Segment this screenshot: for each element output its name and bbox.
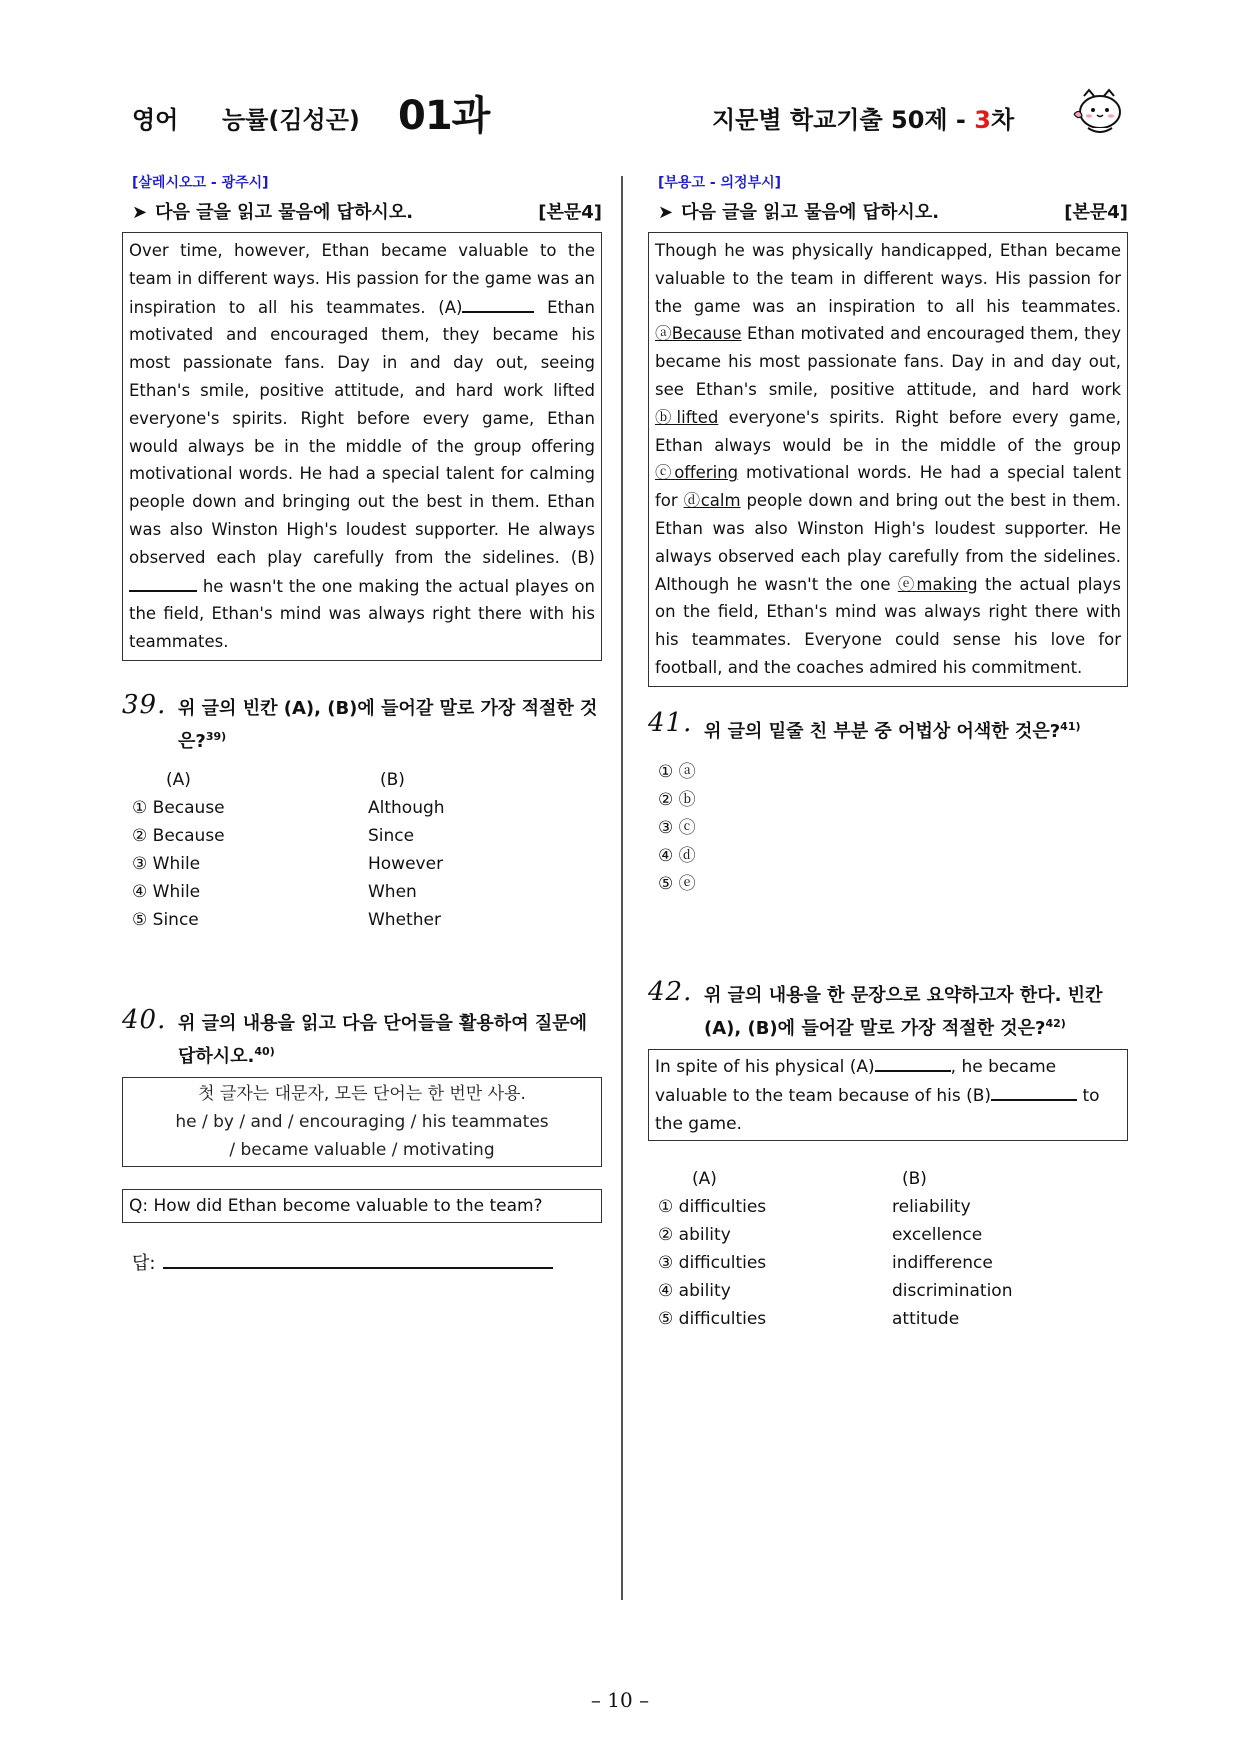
option-5[interactable]: ⑤ ⓔ bbox=[658, 873, 696, 894]
option-a-text: difficulties bbox=[678, 1252, 767, 1273]
question-number: 41. bbox=[648, 707, 693, 738]
option-4[interactable] bbox=[648, 1277, 1128, 1305]
series-prefix: 지문별 학교기출 50제 - bbox=[712, 106, 975, 134]
series-suffix: 차 bbox=[990, 106, 1015, 134]
instruction-text: 다음 글을 읽고 물음에 답하시오. bbox=[155, 202, 414, 223]
question-header bbox=[648, 976, 1128, 1043]
option-number: ① bbox=[658, 1196, 674, 1217]
answer-options bbox=[648, 1165, 1128, 1333]
summary-text: to the game. bbox=[655, 1085, 1100, 1134]
lesson-number: 01과 bbox=[398, 93, 490, 139]
page-number: – 10 – bbox=[590, 1688, 650, 1712]
option-b-text: indifference bbox=[892, 1252, 993, 1273]
answer-options bbox=[648, 758, 1128, 898]
passage-text: Over time, however, Ethan became valuable to the team in different ways. His passion for the game was an inspiration to all his teammates. (A) bbox=[129, 241, 595, 317]
passage-text: motivational words. He had a special talent for bbox=[655, 463, 1121, 511]
option-number: ⑤ bbox=[132, 909, 148, 930]
passage-text: Ethan motivated and encouraged them, they became his most passionate fans. Day in and day out, seeing Ethan's smile, positive attitude, and hard work lifted everyone's spirits. Right before every game, Ethan would always be in the middle of the group offering motivational words. He had a special talent for calming people down and bringing out the best in them. Ethan was also Winston High's loudest supporter. He always observed each play carefully from the sidelines. (B) bbox=[129, 297, 595, 567]
word-bank-box bbox=[122, 1077, 602, 1167]
passage-text: the actual plays on the field, Ethan's mind was always right there with his teammates. Everyone could sense his love for football, and the coaches admired his commitment. bbox=[655, 574, 1121, 677]
blank-b bbox=[129, 572, 197, 592]
underlined-e: ⓔmaking bbox=[897, 574, 978, 594]
question-header bbox=[122, 1004, 602, 1071]
option-a-text: difficulties bbox=[678, 1196, 767, 1217]
option-a-text: ability bbox=[678, 1280, 731, 1301]
option-number: ① bbox=[132, 797, 148, 818]
option-number: ⑤ bbox=[658, 1308, 674, 1329]
passage-text: he wasn't the one making the actual playes on the field, Ethan's mind was always right there with his teammates. bbox=[129, 576, 595, 652]
underlined-d: ⓓcalm bbox=[683, 491, 741, 511]
page-header bbox=[0, 0, 1240, 150]
textbook-name: 능률(김성곤) bbox=[222, 106, 360, 134]
option-5[interactable] bbox=[122, 906, 602, 934]
underlined-a: ⓐBecause bbox=[655, 324, 742, 344]
option-2[interactable] bbox=[122, 822, 602, 850]
question-header bbox=[648, 707, 1128, 746]
column-a-label: (A) bbox=[166, 769, 191, 790]
passage-text: Though he was physically handicapped, Ethan became valuable to the team in different ways. His passion for the game was an inspiration to all his teammates. bbox=[655, 241, 1121, 316]
blank-a bbox=[875, 1052, 951, 1072]
reading-passage bbox=[648, 232, 1128, 687]
option-b-text: discrimination bbox=[892, 1280, 1013, 1301]
question-39 bbox=[122, 689, 602, 934]
option-b-text: excellence bbox=[892, 1224, 983, 1245]
footnote-ref: 41) bbox=[1060, 719, 1081, 733]
blank-b bbox=[991, 1081, 1077, 1101]
option-a-text: While bbox=[152, 853, 201, 874]
question-box: Q: How did Ethan become valuable to the team? bbox=[122, 1189, 602, 1223]
question-40 bbox=[122, 1004, 602, 1275]
question-text: (A), (B)에 들어갈 말로 가장 적절한 것은? bbox=[704, 1017, 1046, 1039]
option-a-text: Since bbox=[152, 909, 199, 930]
option-2[interactable] bbox=[648, 1221, 1128, 1249]
option-a-text: Because bbox=[152, 825, 225, 846]
option-number: ② bbox=[132, 825, 148, 846]
question-41 bbox=[648, 707, 1128, 898]
passage-text: everyone's spirits. Right before every game, Ethan always would be in the middle of the group bbox=[655, 407, 1121, 455]
column-divider bbox=[621, 176, 623, 1600]
answer-options bbox=[122, 766, 602, 934]
option-b-text: attitude bbox=[892, 1308, 960, 1329]
arrow-icon: ➤ bbox=[658, 202, 674, 223]
right-column bbox=[648, 172, 1128, 1333]
question-42 bbox=[648, 976, 1128, 1333]
question-text: 위 글의 밑줄 친 부분 중 어법상 어색한 것은? bbox=[704, 720, 1061, 742]
option-number: ③ bbox=[132, 853, 148, 874]
word-bank-words: he / by / and / encouraging / his teammates bbox=[175, 1111, 549, 1132]
column-b-label: (B) bbox=[902, 1168, 927, 1189]
column-a-label: (A) bbox=[692, 1168, 717, 1189]
series-round: 3 bbox=[974, 106, 991, 134]
option-1[interactable] bbox=[648, 1193, 1128, 1221]
passage-tag: [본문4] bbox=[1064, 202, 1128, 223]
option-2[interactable]: ② ⓑ bbox=[658, 789, 696, 810]
option-number: ④ bbox=[658, 1280, 674, 1301]
option-number: ③ bbox=[658, 1252, 674, 1273]
arrow-icon: ➤ bbox=[132, 202, 148, 223]
option-3[interactable] bbox=[648, 1249, 1128, 1277]
option-4[interactable]: ④ ⓓ bbox=[658, 845, 696, 866]
instruction-text: 다음 글을 읽고 물음에 답하시오. bbox=[681, 202, 940, 223]
option-1[interactable] bbox=[122, 794, 602, 822]
answer-label: 답: bbox=[132, 1252, 156, 1274]
series-title bbox=[712, 100, 1014, 135]
footnote-ref: 40) bbox=[254, 1044, 275, 1058]
source-label: [살레시오고 - 광주시] bbox=[132, 175, 269, 191]
option-b-text: Although bbox=[368, 797, 445, 818]
passage-text: people down and bring out the best in them. Ethan was also Winston High's loudest supporter. He always observed each play carefully from the sidelines. Although he wasn't the one bbox=[655, 491, 1122, 594]
option-a-text: difficulties bbox=[678, 1308, 767, 1329]
footnote-ref: 42) bbox=[1045, 1016, 1066, 1030]
cat-mascot-icon bbox=[1072, 86, 1126, 138]
option-b-text: Whether bbox=[368, 909, 441, 930]
summary-text: In spite of his physical (A) bbox=[655, 1056, 875, 1077]
question-text: 위 글의 내용을 한 문장으로 요약하고자 한다. 빈칸 bbox=[704, 984, 1103, 1006]
summary-box bbox=[648, 1049, 1128, 1141]
option-b-text: reliability bbox=[892, 1196, 971, 1217]
option-b-text: However bbox=[368, 853, 444, 874]
footnote-ref: 39) bbox=[205, 729, 227, 743]
options-header bbox=[122, 766, 602, 794]
question-number: 40. bbox=[122, 1004, 167, 1035]
question-text: 위 글의 내용을 읽고 다음 단어들을 활용하여 질문에 답하시오. bbox=[178, 1012, 588, 1067]
instruction bbox=[648, 198, 1128, 224]
option-3[interactable]: ③ ⓒ bbox=[658, 817, 696, 838]
options-header bbox=[648, 1165, 1128, 1193]
summary-text: , he became valuable to the team because of his (B) bbox=[655, 1056, 1057, 1106]
word-bank-rule: 첫 글자는 대문자, 모든 단어는 한 번만 사용. bbox=[198, 1083, 526, 1104]
option-1[interactable]: ① ⓐ bbox=[658, 761, 696, 782]
option-3[interactable] bbox=[122, 850, 602, 878]
question-number: 42. bbox=[648, 976, 693, 1007]
option-b-text: Since bbox=[368, 825, 415, 846]
column-b-label: (B) bbox=[380, 769, 405, 790]
option-number: ④ bbox=[132, 881, 148, 902]
option-a-text: ability bbox=[678, 1224, 731, 1245]
option-4[interactable] bbox=[122, 878, 602, 906]
answer-blank-line[interactable] bbox=[163, 1249, 553, 1269]
option-a-text: While bbox=[152, 881, 201, 902]
word-bank-words: / became valuable / motivating bbox=[229, 1139, 495, 1160]
subject-title: 영어 bbox=[132, 106, 179, 134]
option-number: ② bbox=[658, 1224, 674, 1245]
passage-tag: [본문4] bbox=[538, 202, 602, 223]
question-header bbox=[122, 689, 602, 756]
question-text: 위 글의 빈칸 (A), (B)에 들어갈 말로 가장 적절한 것은? bbox=[178, 697, 598, 752]
underlined-b: ⓑlifted bbox=[655, 407, 719, 427]
option-b-text: When bbox=[368, 881, 417, 902]
blank-a bbox=[462, 293, 534, 313]
option-5[interactable] bbox=[648, 1305, 1128, 1333]
source-label: [부용고 - 의정부시] bbox=[658, 175, 782, 191]
instruction bbox=[122, 198, 602, 224]
passage-text: Ethan motivated and encouraged them, they became his most passionate fans. Day in and day out, see Ethan's smile, positive attitude, and hard work bbox=[655, 324, 1122, 399]
underlined-c: ⓒoffering bbox=[655, 463, 739, 483]
option-a-text: Because bbox=[152, 797, 225, 818]
left-column bbox=[122, 172, 602, 1275]
reading-passage bbox=[122, 232, 602, 661]
answer-field[interactable] bbox=[132, 1249, 602, 1275]
question-number: 39. bbox=[122, 689, 167, 720]
